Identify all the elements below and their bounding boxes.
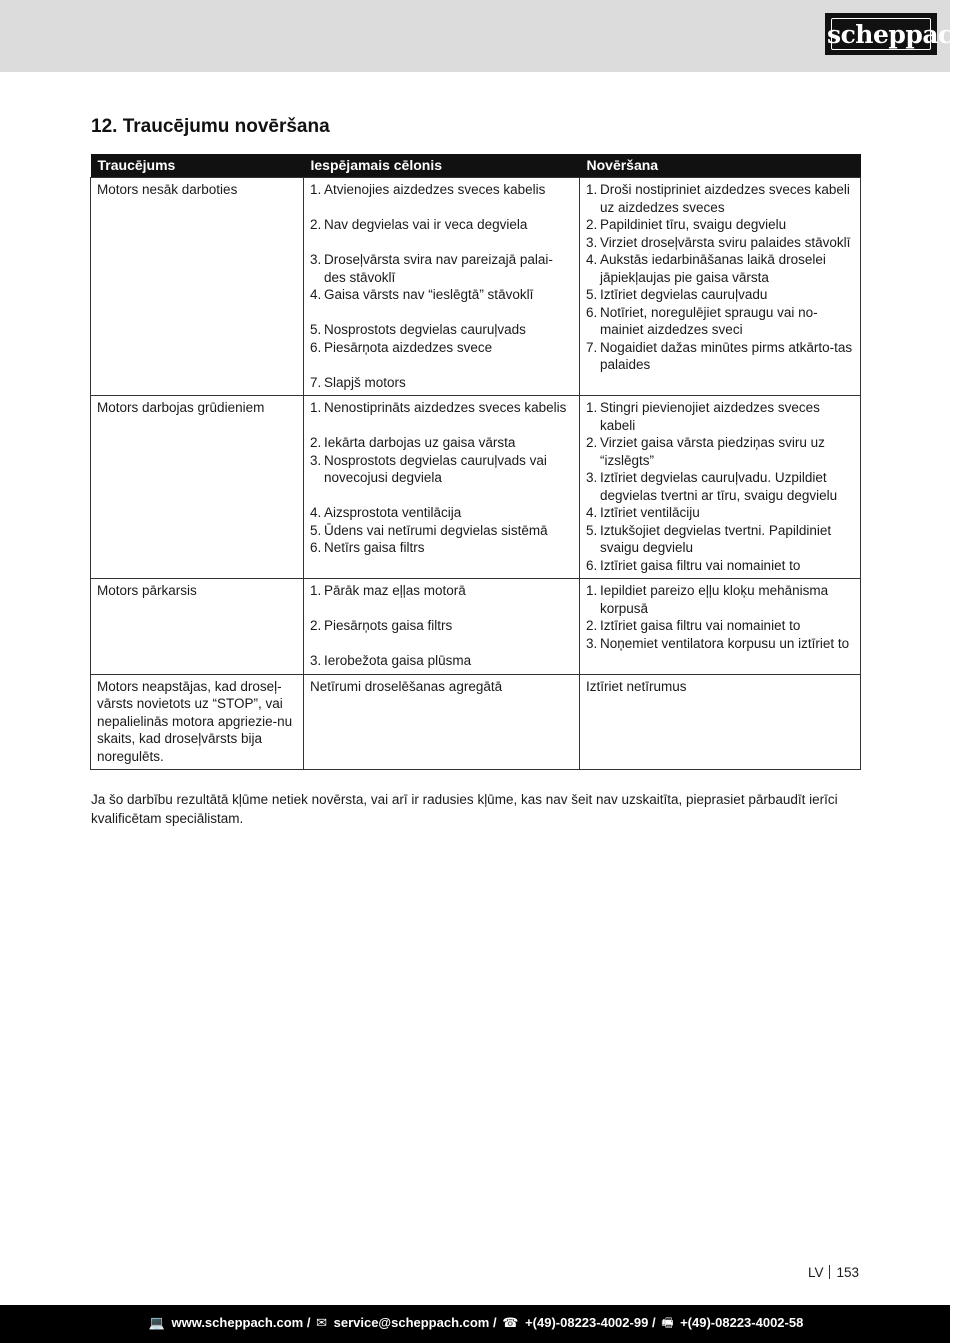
list-text: Gaisa vārsts nav “ieslēgtā” stāvoklī [324,287,534,302]
remedy-item [586,234,855,252]
cause-item [310,181,574,199]
list-text: Iztīriet gaisa filtru vai nomainiet to [600,557,801,573]
cause-cell-list [310,582,574,670]
list-text: Iztukšojiet degvielas tvertni. Papildiniet svaigu degvielu [600,522,832,555]
list-number: 4. [310,287,322,302]
list-number: 5. [310,322,322,337]
cause-item [310,522,574,540]
list-text: Piesārņots gaisa filtrs [324,618,453,633]
table-row [91,674,861,770]
list-text: Pārāk maz eļļas motorā [324,583,466,598]
list-number: 1. [586,583,598,598]
footer-separator: / [306,1315,311,1330]
remedy-cell [580,579,861,675]
cause-item [310,678,574,696]
cause-cell [304,579,580,675]
footer-phone[interactable]: +(49)-08223-4002-99 [525,1315,649,1330]
footer-email[interactable]: service@scheppach.com [333,1315,490,1330]
list-text: Iztīriet netīrumus [586,678,687,694]
header-band [0,0,950,72]
list-text: Droši nostipriniet aizdedzes sveces kabeli uz aizdedzes sveces [600,182,850,215]
footer-contact-bar [0,1305,950,1343]
remedy-item [586,434,855,469]
list-text: Piesārņota aizdedzes svece [324,339,493,355]
list-text: Ierobežota gaisa plūsma [324,653,472,668]
section-title: 12. Traucējumu novēršana [91,116,330,137]
remedy-item [586,678,855,696]
fax-icon: 🖷 [661,1315,674,1330]
troubleshooting-table [90,154,861,770]
problem-cell: Motors pārkarsis [91,579,304,675]
list-text: Nosprostots degvielas cauruļvads vai novecojusi degviela [324,452,547,485]
remedy-item [586,216,855,234]
list-text: Iztīriet degvielas cauruļvadu [600,287,768,302]
problem-cell: Motors neapstājas, kad droseļ-vārsts novietots uz “STOP”, vai nepalielinās motora apgriezie-nu skaits, kad droseļvārsts bija noregulēts. [91,674,304,770]
column-header-problem: Traucējums [91,154,304,178]
remedy-item [586,617,855,635]
cause-cell-list [310,678,574,696]
cause-item [310,434,574,452]
cause-item [310,452,574,487]
remedy-item [586,339,855,374]
cause-item [310,504,574,522]
list-text: Atvienojies aizdedzes sveces kabelis [324,182,546,197]
cause-cell-list [310,181,574,391]
list-number: 4. [586,252,598,267]
table-row [91,178,861,396]
cause-cell-list [310,399,574,557]
list-number: 6. [310,540,322,555]
list-number: 3. [586,234,598,250]
list-text: Nenostiprināts aizdedzes sveces kabelis [324,400,567,415]
cause-item [310,339,574,357]
remedy-item [586,522,855,557]
language-code: LV [807,1265,824,1280]
cause-item [310,582,574,600]
list-number: 1. [310,182,322,197]
page-number [808,1265,859,1280]
list-text: Nosprostots degvielas cauruļvads [324,322,526,337]
cause-item [310,399,574,417]
remedy-cell [580,674,861,770]
cause-item [310,251,574,286]
brand-logo: scheppach [825,13,937,55]
remedy-cell [580,396,861,579]
list-number: 3. [586,470,598,485]
list-number: 5. [586,522,598,538]
list-number: 3. [310,653,322,668]
list-text: Notīriet, noregulējiet spraugu vai no-mainiet aizdedzes sveci [600,304,818,337]
list-text: Virziet gaisa vārsta piedziņas sviru uz “izslēgts” [600,435,825,468]
list-number: 1. [586,400,598,415]
remedy-item [586,399,855,434]
list-number: 4. [586,505,598,520]
list-number: 4. [310,505,322,520]
list-number: 3. [586,635,598,651]
cause-item [310,321,574,339]
list-text: Netīrumi droselēšanas agregātā [310,678,503,694]
cause-item [310,652,574,670]
column-header-remedy: Novēršana [580,154,861,178]
remedy-cell-list [586,399,855,574]
list-text: Nav degvielas vai ir veca degviela [324,217,528,232]
list-number: 7. [310,374,322,390]
remedy-cell-list [586,678,855,696]
cause-cell [304,396,580,579]
problem-cell: Motors nesāk darboties [91,178,304,396]
footer-website[interactable]: www.scheppach.com [171,1315,304,1330]
list-number: 1. [586,182,598,197]
list-text: Nogaidiet dažas minūtes pirms atkārto-tas palaides [600,339,853,372]
remedy-item [586,504,855,522]
cause-cell [304,674,580,770]
list-number: 2. [310,435,322,450]
footer-fax: +(49)-08223-4002-58 [680,1315,804,1330]
footer-separator: / [651,1315,656,1330]
list-number: 6. [586,304,598,320]
list-number: 2. [586,217,598,232]
page-separator [829,1265,830,1279]
remedy-item [586,251,855,286]
mail-icon: ✉ [316,1315,327,1330]
list-number: 2. [310,217,322,232]
list-number: 6. [310,339,322,355]
table-row [91,396,861,579]
list-text: Iekārta darbojas uz gaisa vārsta [324,435,516,450]
list-number: 3. [310,452,322,468]
list-text: Iepildiet pareizo eļļu kloķu mehānisma korpusā [600,583,829,616]
list-number: 1. [310,583,322,598]
remedy-cell-list [586,181,855,374]
remedy-item [586,304,855,339]
list-number: 6. [586,557,598,573]
remedy-item [586,286,855,304]
list-text: Virziet droseļvārsta sviru palaides stāvoklī [600,234,851,250]
cause-item [310,374,574,392]
computer-icon: 💻 [148,1315,165,1330]
cause-item [310,617,574,635]
list-number: 5. [586,287,598,302]
list-text: Iztīriet ventilāciju [600,505,700,520]
list-number: 2. [586,618,598,633]
remedy-cell-list [586,582,855,652]
list-text: Iztīriet degvielas cauruļvadu. Uzpildiet degvielas tvertni ar tīru, svaigu degvielu [600,470,838,503]
service-note: Ja šo darbību rezultātā kļūme netiek novērsta, vai arī ir radusies kļūme, kas nav šeit nav uzskaitīta, pieprasiet pārbaudīt ierīci kvalificētam speciālistam. [91,792,838,826]
list-number: 1. [310,400,322,415]
table-header-row [91,154,861,178]
list-text: Iztīriet gaisa filtru vai nomainiet to [600,618,801,633]
cause-cell [304,178,580,396]
list-text: Noņemiet ventilatora korpusu un iztīriet to [600,635,850,651]
list-text: Aukstās iedarbināšanas laikā droselei jāpiekļaujas pie gaisa vārsta [600,252,826,285]
remedy-item [586,582,855,617]
remedy-item [586,181,855,216]
list-text: Aizsprostota ventilācija [324,505,462,520]
list-text: Ūdens vai netīrumi degvielas sistēmā [324,522,548,538]
remedy-item [586,635,855,653]
list-text: Papildiniet tīru, svaigu degvielu [600,217,787,232]
column-header-cause: Iespējamais cēlonis [304,154,580,178]
list-number: 2. [586,435,598,450]
list-text: Netīrs gaisa filtrs [324,540,425,555]
cause-item [310,539,574,557]
list-text: Droseļvārsta svira nav pareizajā palai-des stāvoklī [324,252,553,285]
list-text: Slapjš motors [324,374,406,390]
list-number: 2. [310,618,322,633]
list-number: 5. [310,522,322,538]
page-number-value: 153 [836,1265,859,1280]
footer-separator: / [493,1315,497,1330]
list-text: Stingri pievienojiet aizdedzes sveces kabeli [600,400,820,433]
list-number: 7. [586,339,598,355]
remedy-item [586,469,855,504]
list-number: 3. [310,252,322,267]
phone-icon: ☎ [502,1315,519,1330]
cause-item [310,286,574,304]
remedy-cell [580,178,861,396]
problem-cell: Motors darbojas grūdieniem [91,396,304,579]
remedy-item [586,557,855,575]
cause-item [310,216,574,234]
table-row [91,579,861,675]
